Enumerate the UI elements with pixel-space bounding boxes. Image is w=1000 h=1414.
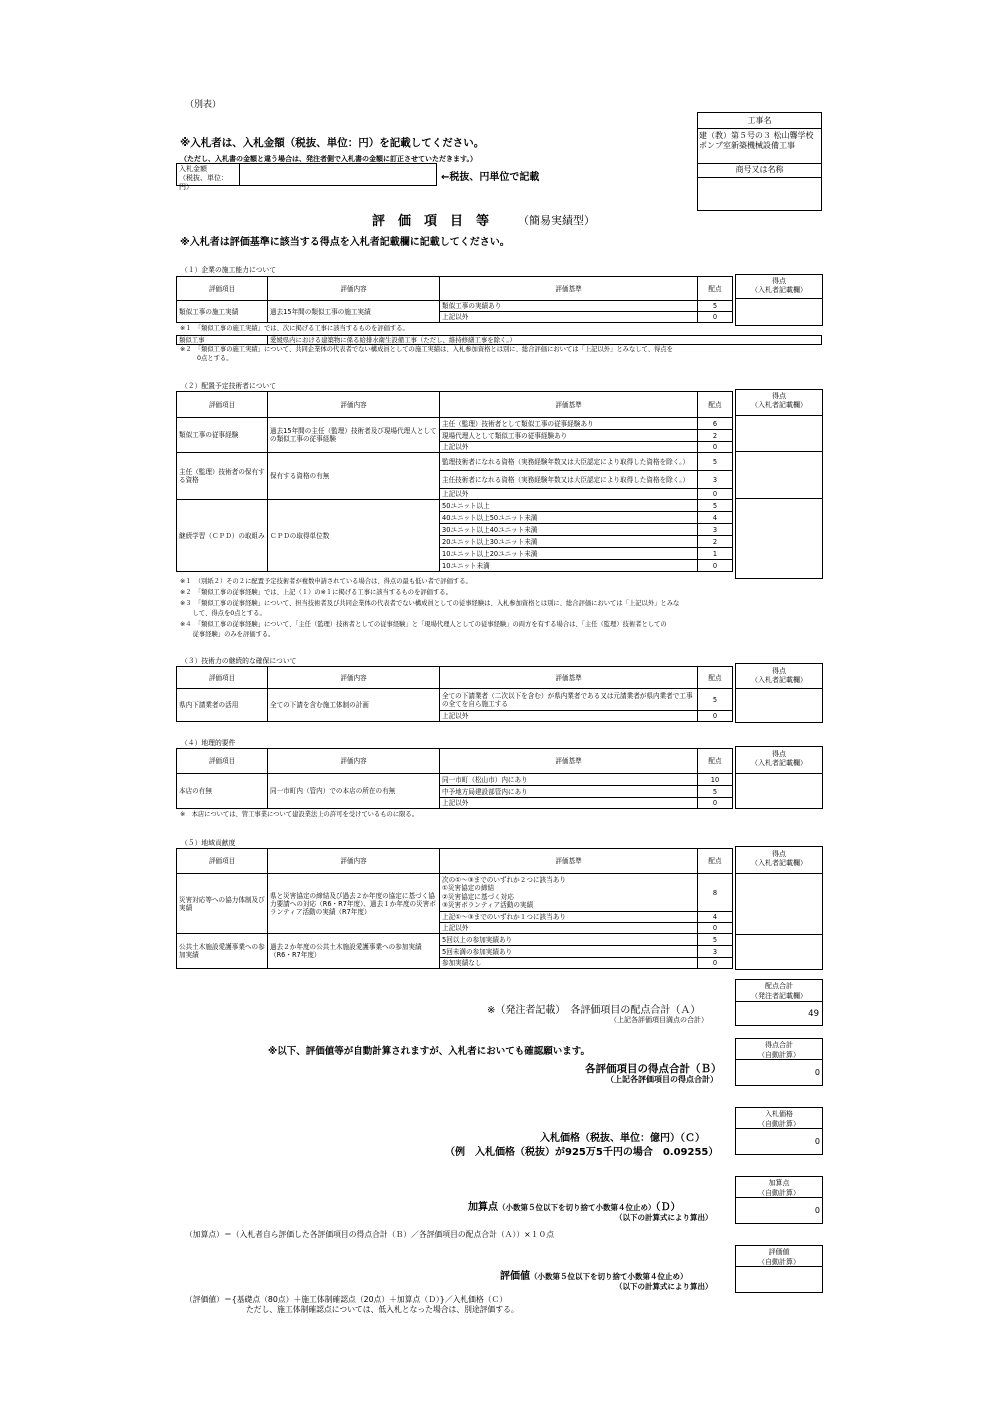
score-input-disaster[interactable]	[736, 874, 822, 935]
item-cell: 類似工事の施工実績	[177, 301, 268, 323]
header-item: 評価項目	[177, 849, 268, 874]
bid-arrow-note: ←税抜、円単位で記載	[441, 172, 540, 183]
points-cell: 5	[698, 453, 733, 471]
price-box	[735, 1107, 823, 1155]
section-5-title: （５）地域貢献度	[181, 839, 236, 847]
sec2-note: ※２ 「類似工事の従事経験」では、上記（１）の※１に掲げる工事に該当するものを評価する。	[180, 589, 452, 596]
total-points-value: 49	[808, 1009, 819, 1019]
table-header-row	[177, 749, 733, 774]
score-input-sec4[interactable]	[736, 774, 822, 807]
section-2-table	[176, 391, 733, 572]
sec2-note: して、得点を0点とする。	[180, 610, 266, 617]
header-content: 評価内容	[268, 277, 440, 301]
company-label: 商号又は名称	[698, 164, 821, 178]
sec2-note: 従事経験」のみを評価する。	[180, 631, 275, 638]
table-row	[177, 874, 733, 912]
add-points-value: 0	[814, 1206, 820, 1215]
evaluation-box	[735, 1245, 823, 1293]
item-cell: 継続学習（ＣＰＤ）の取組み	[177, 500, 268, 572]
evaluation-header: 評価値 （自動計算）	[736, 1246, 822, 1267]
item-cell: 県内下請業者の活用	[177, 689, 268, 722]
section-3-table	[176, 666, 733, 722]
score-input-sec3[interactable]	[736, 689, 822, 721]
header-criteria: 評価基準	[440, 667, 698, 689]
content-cell: 保有する資格の有無	[268, 453, 440, 500]
points-cell: 0	[698, 958, 733, 969]
bid-sub-instruction: （ただし、入札書の金額と違う場合は、発注者側で入札書の金額に訂正させていただきます。）	[180, 155, 477, 163]
header-points: 配点	[698, 277, 733, 301]
add-points-header: 加算点 （自動計算）	[736, 1177, 822, 1198]
criteria-cell: 30ユニット以上40ユニット未満	[440, 524, 698, 536]
page-title-type: （簡易実績型）	[518, 214, 595, 227]
score-input-experience[interactable]	[736, 416, 822, 452]
score-box-sec1	[735, 274, 823, 326]
score-header: 得点 （入札者記載欄）	[736, 275, 822, 299]
header-points: 配点	[698, 849, 733, 874]
item-cell: 類似工事の従事経験	[177, 418, 268, 453]
table-row	[177, 301, 733, 312]
criteria-cell: 上記以外	[440, 711, 698, 722]
criteria-cell: 40ユニット以上50ユニット未満	[440, 512, 698, 524]
criteria-cell: 10ユニット未満	[440, 560, 698, 572]
section-4-title: （４）地理的要件	[181, 739, 236, 747]
project-name: 建（教）第５号の３ 松山聾学校ポンプ室新築機械設備工事	[698, 129, 821, 164]
header-content: 評価内容	[268, 849, 440, 874]
criteria-cell: 50ユニット以上	[440, 500, 698, 512]
price-label: 入札価格（税抜、単位：億円）（Ｃ）	[540, 1133, 705, 1144]
item-cell: 公共土木施設愛護事業への参加実績	[177, 934, 268, 969]
add-points-label: 加算点（小数第５位以下を切り捨て小数第４位止め）（Ｄ）	[468, 1202, 681, 1213]
points-cell: 1	[698, 548, 733, 560]
points-cell: 10	[698, 774, 733, 786]
section-2-title: （２）配置予定技術者について	[181, 382, 277, 390]
sec2-note: ※４ 「類似工事の従事経験」について、「主任（監理）技術者としての従事経験」と「現場代理人としての従事経験」の両方を有する場合は、「主任（監理）技術者としての	[180, 621, 667, 628]
header-content: 評価内容	[268, 392, 440, 418]
header-criteria: 評価基準	[440, 849, 698, 874]
similar-work-text: 愛媛県内における建築物に係る給排水衛生設備工事（ただし、維持修繕工事を除く。）	[270, 336, 516, 344]
add-points-box	[735, 1176, 823, 1224]
points-cell: 8	[698, 874, 733, 912]
bid-label-line2: （税抜、単位：円）	[179, 174, 228, 191]
criteria-cell: 10ユニット以上20ユニット未満	[440, 548, 698, 560]
score-input-qualification[interactable]	[736, 452, 822, 499]
content-cell: 全ての下請を含む施工体制の計画	[268, 689, 440, 722]
sec1-note2b: 0点とする。	[197, 355, 233, 362]
content-cell: 過去２か年度の公共土木施設愛護事業への参加実績（R6・R7年度）	[268, 934, 440, 969]
criteria-cell: 5回以上の参加実績あり	[440, 934, 698, 946]
total-points-label: ※（発注者記載） 各評価項目の配点合計（Ａ）	[487, 1005, 701, 1016]
points-cell: 0	[698, 923, 733, 934]
price-value: 0	[814, 1137, 820, 1146]
criteria-cell: 上記以外	[440, 798, 698, 809]
score-total-sub: （上記各評価項目の得点合計）	[606, 1075, 718, 1084]
criteria-cell: 上記以外	[440, 442, 698, 453]
sec1-note2a: ※２ 「類似工事の施工実績」について、共同企業体の代表者でない構成員としての施工実績は、入札参加資格とは別に、総合評価においては「上記以外」とみなして、得点を	[180, 346, 673, 353]
project-box	[697, 112, 822, 211]
header-criteria: 評価基準	[440, 277, 698, 301]
points-cell: 0	[698, 560, 733, 572]
evaluation-value	[736, 1267, 822, 1275]
price-header: 入札価格 （自動計算）	[736, 1108, 822, 1129]
item-cell: 災害対応等への協力体制及び実績	[177, 874, 268, 934]
table-row	[177, 774, 733, 786]
header-criteria: 評価基準	[440, 392, 698, 418]
evaluation-formula-note: ただし、施工体制確認点については、低入札となった場合は、別途評価する。	[246, 1305, 519, 1314]
add-points-formula: （加算点）＝（入札者自ら評価した各評価項目の得点合計（Ｂ）／各評価項目の配点合計（Ａ））×１０点	[185, 1230, 555, 1239]
points-cell: 5	[698, 301, 733, 312]
score-header: 得点 （入札者記載欄）	[736, 664, 822, 689]
criteria-cell: 類似工事の実績あり	[440, 301, 698, 312]
table-row	[177, 934, 733, 946]
table-row	[177, 689, 733, 711]
bid-amount-input[interactable]	[239, 163, 437, 186]
content-cell: 同一市町内（管内）での本店の所在の有無	[268, 774, 440, 809]
annex-label: （別表）	[185, 100, 222, 110]
criteria-cell: 主任（監理）技術者として類似工事の従事経験あり	[440, 418, 698, 430]
points-cell: 3	[698, 524, 733, 536]
sec2-note: ※１ （別紙２）その２に配置予定技術者が複数申請されている場合は、得点の最も低い者で評価する。	[180, 578, 472, 585]
auto-calc-note: ※以下、評価値等が自動計算されますが、入札者においても確認願います。	[268, 1046, 590, 1057]
criteria-cell: 主任技術者になれる資格（実務経験年数又は大臣認定により取得した資格を除く。）	[440, 471, 698, 489]
score-header: 得点 （入札者記載欄）	[736, 390, 822, 416]
header-points: 配点	[698, 749, 733, 774]
score-box-sec3	[735, 663, 823, 723]
header-item: 評価項目	[177, 277, 268, 301]
criteria-cell: 上記以外	[440, 489, 698, 500]
points-cell: 0	[698, 798, 733, 809]
bid-amount-label	[176, 163, 240, 191]
criteria-cell: 監理技術者になれる資格（実務経験年数又は大臣認定により取得した資格を除く。）	[440, 453, 698, 471]
points-cell: 3	[698, 946, 733, 958]
criteria-cell-multi: 次の①～③までのいずれか２つに該当あり ①災害協定の締結 ②災害協定に基づく対応 ③災害ボランティア活動の実績	[440, 874, 698, 912]
total-header: 配点合計 （発注者記載欄）	[736, 980, 822, 1002]
table-header-row	[177, 849, 733, 874]
criteria-cell: 20ユニット以上30ユニット未満	[440, 536, 698, 548]
score-input-volunteer[interactable]	[736, 935, 822, 968]
price-example: （例 入札価格（税抜）が925万5千円の場合 0.09255）	[445, 1147, 719, 1158]
content-cell: 過去15年間の主任（監理）技術者及び現場代理人としての類似工事の従事経験	[268, 418, 440, 453]
evaluation-sub: （以下の計算式により算出）	[615, 1282, 713, 1291]
score-box-sec4	[735, 746, 823, 809]
sec4-note: ※ 本店については、管工事業について建設業法上の許可を受けているものに限る。	[180, 811, 419, 818]
header-content: 評価内容	[268, 749, 440, 774]
points-cell: 3	[698, 471, 733, 489]
section-4-table	[176, 748, 733, 809]
header-criteria: 評価基準	[440, 749, 698, 774]
points-cell: 5	[698, 934, 733, 946]
total-points-box	[735, 979, 823, 1026]
points-cell: 0	[698, 442, 733, 453]
table-row	[177, 500, 733, 512]
points-cell: 5	[698, 689, 733, 711]
total-points-sub: （上記各評価項目満点の合計）	[610, 1016, 708, 1024]
evaluation-label: 評価値（小数第５位以下を切り捨て小数第４位止め）	[500, 1271, 688, 1282]
criteria-cell: 中予地方局建設部管内にあり	[440, 786, 698, 798]
criteria-cell: 全ての下請業者（二次以下を含む）が県内業者である又は元請業者が県内業者で工事の全てを自ら施工する	[440, 689, 698, 711]
score-box-sec2	[735, 389, 823, 579]
points-cell: 2	[698, 536, 733, 548]
header-content: 評価内容	[268, 667, 440, 689]
header-item: 評価項目	[177, 667, 268, 689]
table-row	[177, 453, 733, 471]
points-cell: 5	[698, 500, 733, 512]
section-1-title: （１）企業の施工能力について	[181, 266, 277, 274]
section-5-table	[176, 848, 733, 969]
points-cell: 6	[698, 418, 733, 430]
content-cell: ＣＰＤの取得単位数	[268, 500, 440, 572]
item-cell: 主任（監理）技術者の保有する資格	[177, 453, 268, 500]
score-total-value: 0	[814, 1068, 820, 1077]
score-box-sec5	[735, 846, 823, 970]
points-cell: 5	[698, 786, 733, 798]
criteria-cell: 参加実績なし	[440, 958, 698, 969]
points-cell: 4	[698, 512, 733, 524]
points-cell: 0	[698, 711, 733, 722]
criteria-cell: 上記以外	[440, 312, 698, 323]
table-header-row	[177, 667, 733, 689]
score-total-label: 各評価項目の得点合計（Ｂ）	[585, 1063, 722, 1075]
points-cell: 0	[698, 489, 733, 500]
section-1-table	[176, 276, 733, 323]
points-cell: 0	[698, 312, 733, 323]
company-input[interactable]	[698, 178, 821, 209]
project-label: 工事名	[698, 113, 821, 129]
score-header: 得点 （入札者記載欄）	[736, 847, 822, 874]
score-input-cpd[interactable]	[736, 499, 822, 575]
header-points: 配点	[698, 667, 733, 689]
add-points-sub: （以下の計算式により算出）	[615, 1213, 713, 1222]
similar-work-label: 類似工事	[179, 336, 205, 344]
table-header-row	[177, 277, 733, 301]
content-cell: 県と災害協定の締結及び過去２か年度の協定に基づく協力要請への対応（R6・R7年度）、過去１か年度の災害ボランティア活動の実績（R7年度）	[268, 874, 440, 934]
criteria-cell: 現場代理人として類似工事の従事経験あり	[440, 430, 698, 442]
header-item: 評価項目	[177, 392, 268, 418]
bid-instruction: ※入札者は、入札金額（税抜、単位：円）を記載してください。	[180, 137, 485, 149]
score-instruction: ※入札者は評価基準に該当する得点を入札者記載欄に記載してください。	[180, 237, 510, 248]
points-cell: 2	[698, 430, 733, 442]
item-cell: 本店の有無	[177, 774, 268, 809]
points-cell: 4	[698, 912, 733, 923]
table-header-row	[177, 392, 733, 418]
criteria-cell: 上記以外	[440, 923, 698, 934]
bid-label-line1: 入札金額	[179, 165, 207, 173]
criteria-cell: 5回未満の参加実績あり	[440, 946, 698, 958]
score-total-box	[735, 1038, 823, 1086]
score-total-header: 得点合計 （自動計算）	[736, 1039, 822, 1060]
criteria-cell: 同一市町（松山市）内にあり	[440, 774, 698, 786]
content-cell: 過去15年間の類似工事の施工実績	[268, 301, 440, 323]
section-3-title: （３）技術力の継続的な確保について	[181, 657, 297, 665]
header-points: 配点	[698, 392, 733, 418]
header-item: 評価項目	[177, 749, 268, 774]
similar-work-box	[176, 335, 822, 345]
evaluation-formula: （評価値）＝{基礎点（80点）＋施工体制確認点（20点）＋加算点（Ｄ）}／入札価格（Ｃ）	[185, 1295, 508, 1304]
score-input-sec1[interactable]	[736, 299, 822, 324]
sec1-note1: ※１ 「類似工事の施工実績」では、次に掲げる工事に該当するものを評価する。	[180, 325, 409, 332]
criteria-cell: 上記①～③までのいずれか１つに該当あり	[440, 912, 698, 923]
score-header: 得点 （入札者記載欄）	[736, 747, 822, 774]
sec2-note: ※３ 「類似工事の従事経験」について、担当技術者及び共同企業体の代表者でない構成員としての従事経験は、入札参加資格とは別に、総合評価においては「上記以外」とみな	[180, 600, 680, 607]
table-row	[177, 418, 733, 430]
page-title: 評 価 項 目 等	[372, 214, 490, 229]
